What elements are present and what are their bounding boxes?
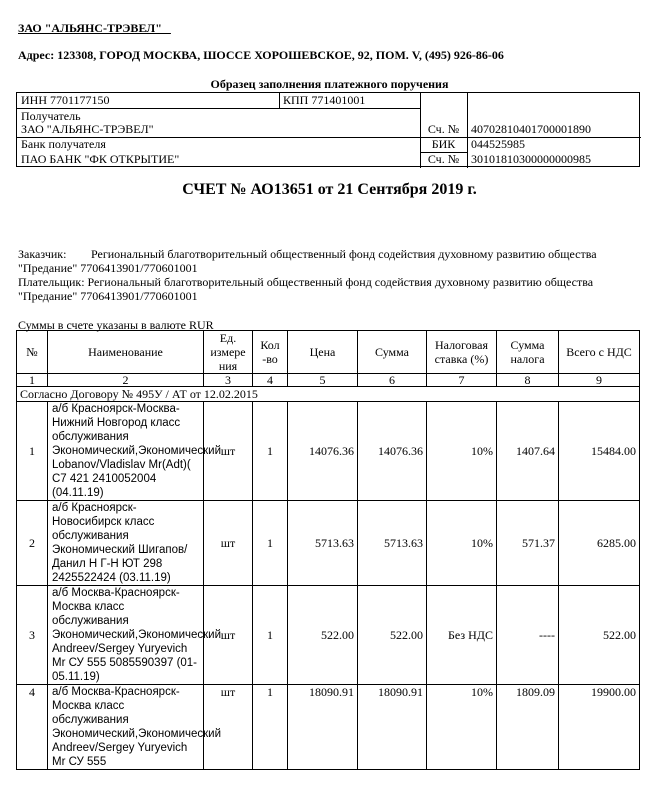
account-label: Сч. №: [427, 122, 460, 136]
corr-account-label: Сч. №: [427, 152, 460, 166]
row-tax-rate: Без НДС: [427, 586, 497, 685]
recipient-label: Получатель: [21, 109, 81, 123]
invoice-items-table: [16, 330, 640, 770]
customer-info: [18, 247, 638, 275]
currency-note: Суммы в счете указаны в валюте RUR: [18, 318, 214, 332]
customer-name-line1: Региональный благотворительный общественный фонд содействия духовному развитию общества: [91, 247, 597, 261]
bik-value: 044525985: [471, 137, 525, 151]
row-num: 4: [17, 685, 48, 770]
company-address: Адрес: 123308, ГОРОД МОСКВА, ШОССЕ ХОРОШЕВСКОЕ, 92, ПОМ. V, (495) 926-86-06: [18, 48, 504, 62]
row-num: 1: [17, 402, 48, 501]
account-number: 40702810401700001890: [471, 122, 591, 136]
row-sum: 14076.36: [358, 402, 427, 501]
row-qty: 1: [253, 586, 288, 685]
corr-account-number: 30101810300000000985: [471, 152, 591, 166]
column-number: 8: [497, 374, 559, 387]
row-sum: 522.00: [358, 586, 427, 685]
column-number: 6: [358, 374, 427, 387]
row-qty: 1: [253, 402, 288, 501]
contract-reference: Согласно Договору № 495У / АТ от 12.02.2015: [17, 387, 640, 402]
header-unit: Ед. измере ния: [204, 331, 253, 374]
recipient-name: ЗАО "АЛЬЯНС-ТРЭВЕЛ": [21, 122, 154, 136]
header-num: №: [17, 331, 48, 374]
bik-label: БИК: [431, 137, 456, 151]
column-number: 2: [48, 374, 204, 387]
row-sum: 18090.91: [358, 685, 427, 770]
customer-label: Заказчик:: [18, 247, 67, 261]
invoice-title: СЧЕТ № АО13651 от 21 Сентября 2019 г.: [182, 181, 477, 198]
header-qty: Кол -во: [253, 331, 288, 374]
row-qty: 1: [253, 685, 288, 770]
row-tax-rate: 10%: [427, 402, 497, 501]
table-row: [17, 501, 640, 586]
column-number: 4: [253, 374, 288, 387]
bank-label: Банк получателя: [21, 137, 106, 151]
payer-info: [18, 275, 638, 303]
inn-field: ИНН 7701177150: [21, 93, 110, 107]
header-total: Всего с НДС: [559, 331, 640, 374]
row-tax-sum: 1809.09: [497, 685, 559, 770]
header-sum: Сумма: [358, 331, 427, 374]
row-unit: шт: [204, 685, 253, 770]
row-price: 14076.36: [288, 402, 358, 501]
contract-row: [17, 387, 640, 402]
column-number: 7: [427, 374, 497, 387]
row-tax-rate: 10%: [427, 685, 497, 770]
row-total: 6285.00: [559, 501, 640, 586]
table-row: [17, 685, 640, 770]
row-name: а/б Москва-Красноярск-Москва класс обслуживания Экономический,Экономический Andreev/Sergey Yuryevich Mr СУ 555 5085590397 (01-05.11.19): [48, 586, 204, 685]
row-name: а/б Красноярск-Новосибирск класс обслуживания Экономический Шигапов/Данил Н Г-Н ЮТ 298 2425522424 (03.11.19): [48, 501, 204, 586]
payment-details-block: [16, 92, 640, 167]
row-price: 18090.91: [288, 685, 358, 770]
row-num: 3: [17, 586, 48, 685]
payer-label: Плательщик:: [18, 275, 85, 289]
row-tax-sum: ----: [497, 586, 559, 685]
kpp-field: КПП 771401001: [283, 93, 366, 107]
row-total: 19900.00: [559, 685, 640, 770]
row-num: 2: [17, 501, 48, 586]
header-name: Наименование: [48, 331, 204, 374]
column-number: 5: [288, 374, 358, 387]
payment-sample-title: Образец заполнения платежного поручения: [210, 77, 449, 91]
row-qty: 1: [253, 501, 288, 586]
row-tax-sum: 1407.64: [497, 402, 559, 501]
header-price: Цена: [288, 331, 358, 374]
row-unit: шт: [204, 402, 253, 501]
header-tax-sum: Сумма налога: [497, 331, 559, 374]
row-unit: шт: [204, 586, 253, 685]
column-numbers-row: [17, 374, 640, 387]
payer-name-line1: Региональный благотворительный общественный фонд содействия духовному развитию общества: [87, 275, 594, 289]
divider: [17, 137, 641, 138]
column-number: 9: [559, 374, 640, 387]
row-price: 522.00: [288, 586, 358, 685]
row-tax-sum: 571.37: [497, 501, 559, 586]
table-row: [17, 586, 640, 685]
table-row: [17, 402, 640, 501]
company-name: ЗАО "АЛЬЯНС-ТРЭВЕЛ": [18, 21, 171, 35]
column-number: 1: [17, 374, 48, 387]
row-name: а/б Красноярск-Москва-Нижний Новгород класс обслуживания Экономический,Экономический Lobanov/Vladislav Mr(Adt)( С7 421 2410052004 (04.11.19): [48, 402, 204, 501]
column-number: 3: [204, 374, 253, 387]
header-tax-rate: Налоговая ставка (%): [427, 331, 497, 374]
bank-name: ПАО БАНК "ФК ОТКРЫТИЕ": [21, 152, 180, 166]
row-name: а/б Москва-Красноярск-Москва класс обслуживания Экономический,Экономический Andreev/Sergey Yuryevich Mr СУ 555: [48, 685, 204, 770]
payer-name-line2: "Предание" 7706413901/770601001: [18, 289, 198, 303]
table-header-row: [17, 331, 640, 374]
row-total: 522.00: [559, 586, 640, 685]
row-price: 5713.63: [288, 501, 358, 586]
row-sum: 5713.63: [358, 501, 427, 586]
row-unit: шт: [204, 501, 253, 586]
row-tax-rate: 10%: [427, 501, 497, 586]
customer-name-line2: "Предание" 7706413901/770601001: [18, 261, 198, 275]
row-total: 15484.00: [559, 402, 640, 501]
